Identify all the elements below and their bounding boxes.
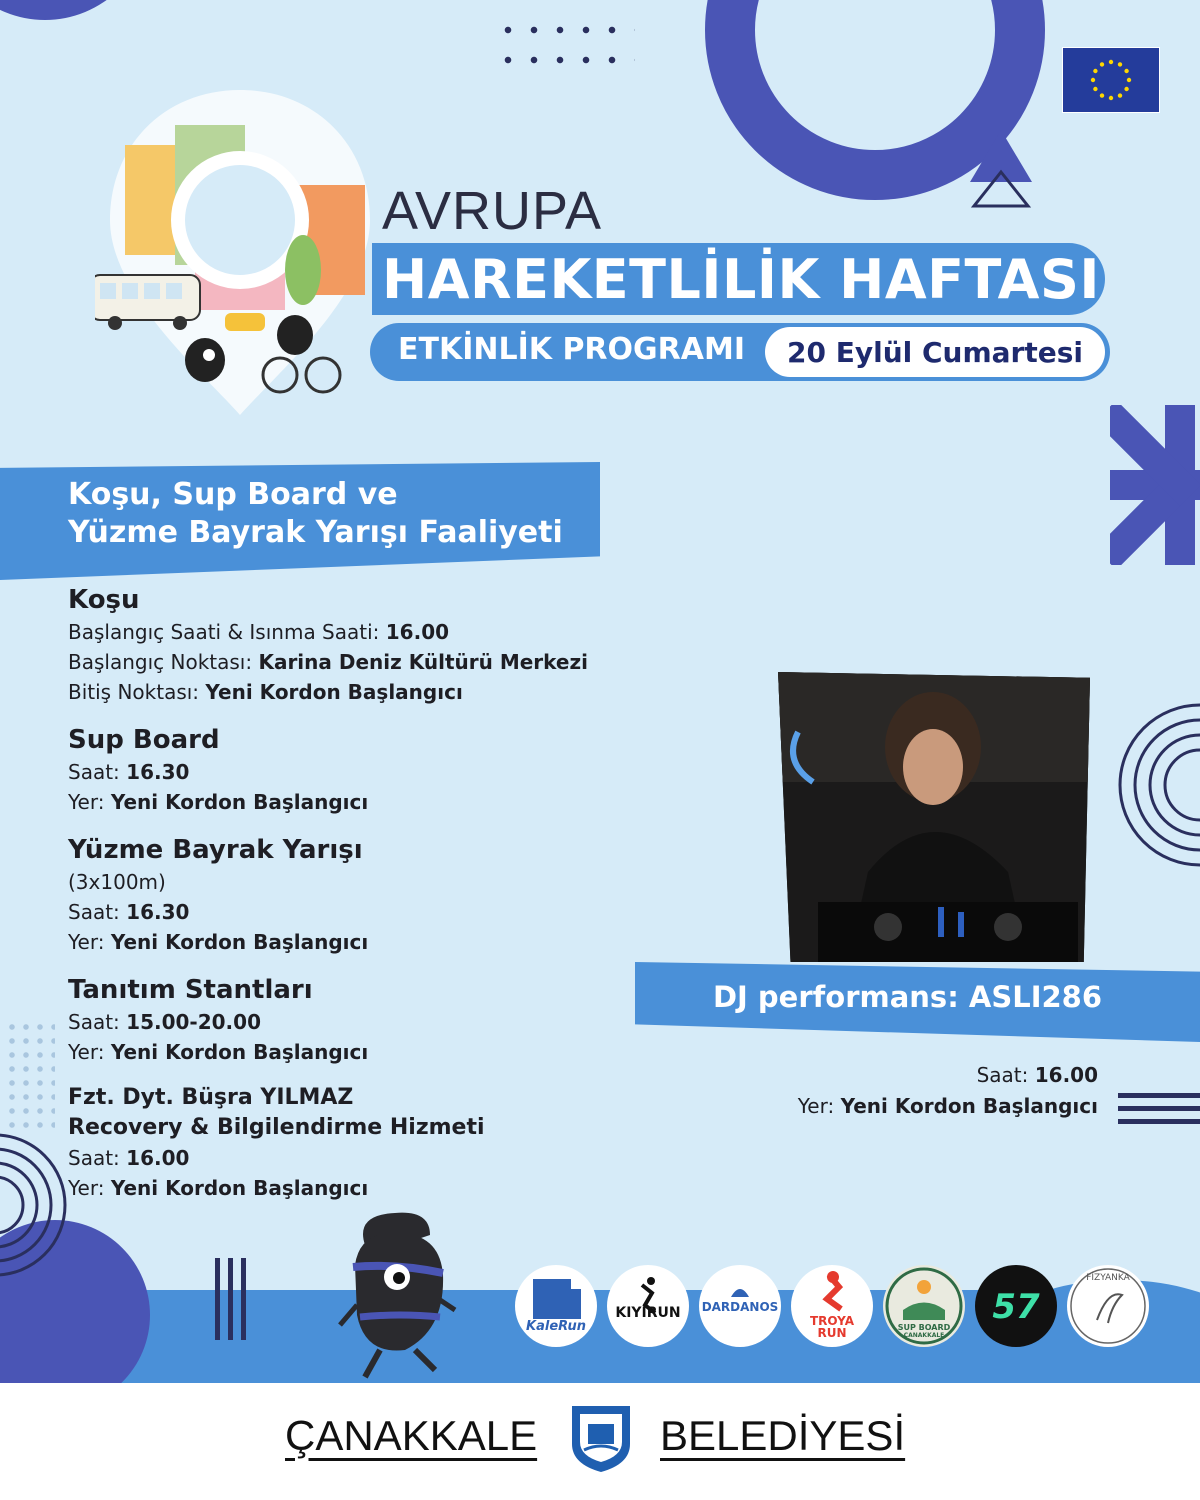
fifty-seven-logo: 57 [975,1265,1057,1347]
item-line: Başlangıç Saati & Isınma Saati: 16.00 [68,620,450,644]
decor-vertical-bars [215,1258,254,1344]
dj-photo [778,672,1090,962]
item-line: Saat: 16.00 [68,1146,190,1170]
title-avrupa: AVRUPA [382,181,603,241]
dardanos-logo: DARDANOS [699,1265,781,1347]
city-pin-illustration [95,85,385,425]
decor-circle-topleft [0,0,150,20]
asterisk-icon [1110,405,1200,565]
dj-title: DJ performans: ASLI286 [712,980,1103,1014]
item-line: Yer: Yeni Kordon Başlangıcı [68,1040,369,1064]
item-title: Tanıtım Stantları [68,975,313,1005]
section-title [68,476,563,552]
kiyirun-logo: KIYIRUN [607,1265,689,1347]
decor-stripes-right [1118,1093,1200,1132]
schedule-item-recovery [68,1083,628,1203]
item-title: Fzt. Dyt. Büşra YILMAZ [68,1085,354,1110]
schedule-item-kosu [68,583,628,707]
item-title: Sup Board [68,725,220,755]
section-title-line2: Yüzme Bayrak Yarışı Faaliyeti [68,515,563,550]
sup-board-canakkale-logo: SUP BOARD ÇANAKKALE [883,1265,965,1347]
item-title: Yüzme Bayrak Yarışı [68,835,363,865]
title-hareketlilik-haftasi: HAREKETLİLİK HAFTASI [382,248,1100,311]
footer-municipality: BELEDİYESİ [660,1412,906,1459]
section-title-line1: Koşu, Sup Board ve [68,477,398,512]
fizyanka-logo: FİZYANKA [1067,1265,1149,1347]
triangle-icon [970,130,1032,210]
decor-dot-grid-left [5,1020,55,1130]
concentric-rings-icon [1115,700,1200,870]
schedule-list [68,583,628,1203]
kalerun-icon [515,1265,597,1347]
item-line: Saat: 16.30 [68,900,190,924]
item-subtitle: Recovery & Bilgilendirme Hizmeti [68,1115,485,1140]
schedule-item-stands [68,973,628,1067]
item-note: (3x100m) [68,870,166,894]
dj-place: Yer: Yeni Kordon Başlangıcı [797,1094,1098,1118]
concentric-rings-icon [0,1130,70,1280]
footer-city: ÇANAKKALE [285,1412,538,1459]
mascot-icon [335,1205,465,1385]
item-line: Bitiş Noktası: Yeni Kordon Başlangıcı [68,680,463,704]
event-date: 20 Eylül Cumartesi [787,336,1083,369]
dj-info [700,1060,1098,1122]
municipality-crest-icon [568,1402,634,1474]
item-line: Saat: 15.00-20.00 [68,1010,261,1034]
subtitle-etkinlik-programi: ETKİNLİK PROGRAMI [398,332,745,367]
eu-flag-icon [1062,47,1160,113]
troya-run-logo: TROYA RUN [791,1265,873,1347]
kalerun-logo: KaleRun [515,1265,597,1347]
item-line: Yer: Yeni Kordon Başlangıcı [68,1176,369,1200]
schedule-item-swim-relay [68,833,628,957]
dj-time: Saat: 16.00 [976,1063,1098,1087]
item-line: Yer: Yeni Kordon Başlangıcı [68,930,369,954]
item-line: Başlangıç Noktası: Karina Deniz Kültürü Merkezi [68,650,588,674]
item-title: Koşu [68,585,140,615]
item-line: Saat: 16.30 [68,760,190,784]
decor-dot-grid [495,15,635,80]
item-line: Yer: Yeni Kordon Başlangıcı [68,790,369,814]
schedule-item-sup-board [68,723,628,817]
